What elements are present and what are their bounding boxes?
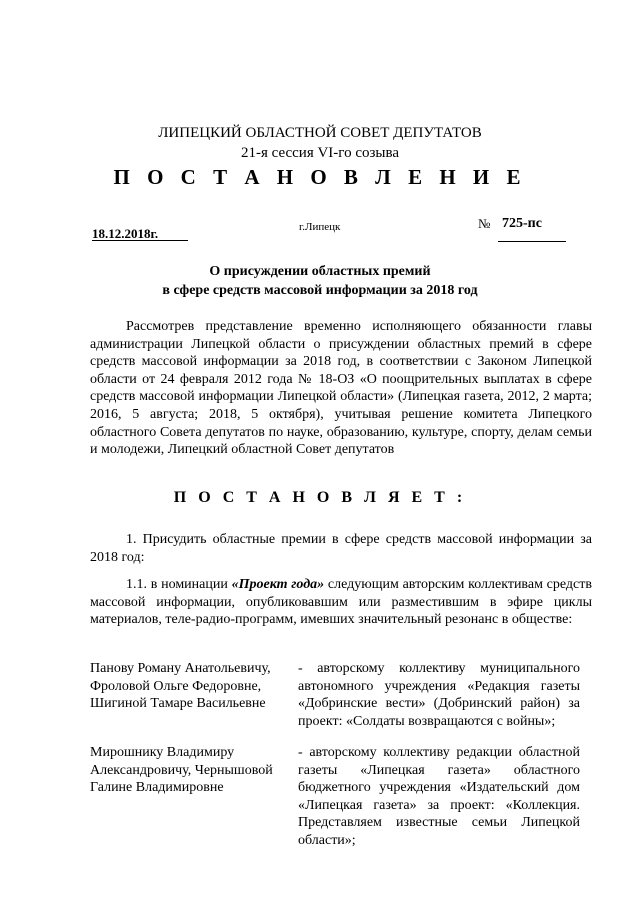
award-2-names: Мирошнику Владимиру Александровичу, Чернышовой Галине Владимировне <box>90 745 273 796</box>
document-number: 725-пс <box>502 216 542 231</box>
date-underline <box>92 240 188 241</box>
award-1-description: - авторскому коллективу муниципального автономного учреждения «Редакция газеты «Добринские вести» (Добринский район) за проект: «Солдаты возвращаются с войны»; <box>298 661 580 729</box>
document-date: 18.12.2018г. <box>92 226 159 241</box>
title-line-2: в сфере средств массовой информации за 2018 год <box>162 283 478 298</box>
point-1-1-prefix: 1.1. в номинации <box>126 577 232 592</box>
point-1-1 <box>90 576 592 629</box>
point-1: 1. Присудить областные премии в сфере средств массовой информации за 2018 год: <box>90 532 592 565</box>
point-1-1-rest: следующим авторским коллективам средств массовой информации, опубликовавшим или разместившим в эфире циклы материалов, теле-радио-программ, имевших значительный резонанс в обществе: <box>90 577 592 628</box>
nomination-name: «Проект года» <box>231 577 325 592</box>
session-info: 21-я сессия VI-го созыва <box>240 145 400 161</box>
number-underline <box>498 241 566 242</box>
intro-paragraph: Рассмотрев представление временно исполняющего обязанности главы администрации Липецкой области о присуждении областных премий в сфере средств массовой информации за 2018 год, в соответствии с Законом Липецкой области от 24 февраля 2012 года № 18-ОЗ «О поощрительных выплатах в сфере средств массовой информации Липецкой области» (Липецкая газета, 2012, 2 марта; 2016, 5 августа; 2018, 5 октября), учитывая решение комитета Липецкого областного Совета депутатов по науке, образованию, культуре, спорту, делам семьи и молодежи, Липецкий областной Совет депутатов <box>90 319 592 458</box>
council-name: ЛИПЕЦКИЙ ОБЛАСТНОЙ СОВЕТ ДЕПУТАТОВ <box>158 125 482 141</box>
award-2-description: - авторскому коллективу редакции областной газеты «Липецкая газета» областного бюджетного учреждения «Издательский дом «Липецкая газета» за проект: «Коллекция. Представляем известные семьи Липецкой области»; <box>298 745 580 848</box>
title-line-1: О присуждении областных премий <box>209 264 431 279</box>
resolves-heading: П О С Т А Н О В Л Я Е Т : <box>173 489 467 506</box>
number-sign: № <box>478 216 491 231</box>
document-type: П О С Т А Н О В Л Е Н И Е <box>113 165 527 189</box>
award-1-names: Панову Роману Анатольевичу, Фроловой Ольге Федоровне, Шигиной Тамаре Васильевне <box>90 661 271 712</box>
city: г.Липецк <box>299 221 341 233</box>
